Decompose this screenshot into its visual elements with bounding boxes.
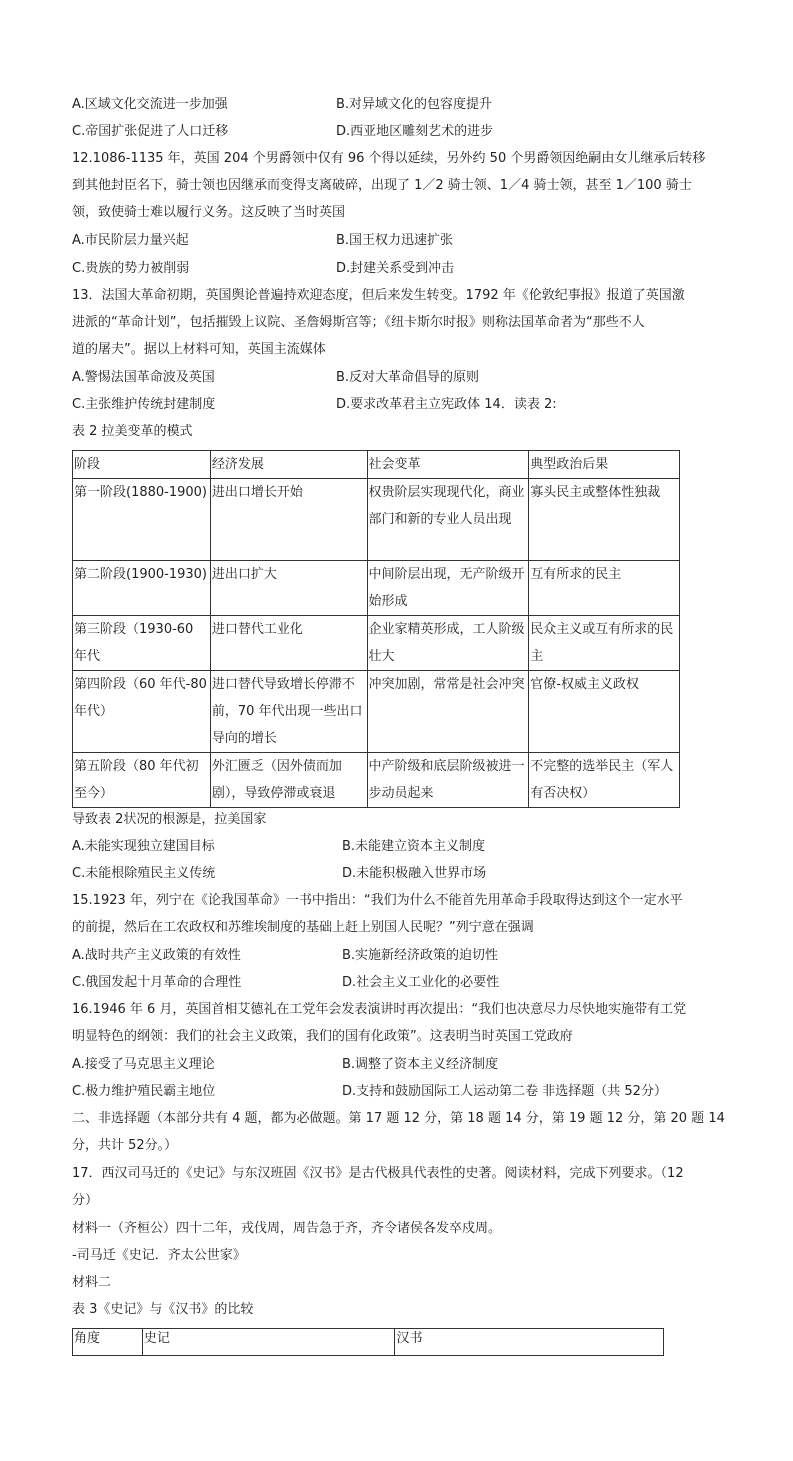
q17-material-1-source: -司马迁《史记．齐太公世家》 [72,1248,246,1263]
table-row [73,616,680,671]
table-cell: 民众主义或互有所求的民主 [529,616,680,671]
section2-intro-line-1: 二、非选择题（本部分共有 4 题，都为必做题。第 17 题 12 分，第 18 题 14 分，第 19 题 12 分，第 20 题 14 [72,1111,725,1126]
table-row [73,753,680,808]
q11-option-c: C.帝国扩张促进了人口迁移 [72,124,229,139]
q13-option-d: D.要求改革君主立宪政体 14．读表 2: [336,397,557,412]
table-3 [72,1328,664,1356]
q12-option-c: C.贵族的势力被削弱 [72,261,190,276]
table-cell: 权贵阶层实现现代化，商业部门和新的专业人员出现 [367,479,529,561]
q16-option-c: C.极力维护殖民霸主地位 [72,1084,216,1099]
table-cell: 企业家精英形成，工人阶级壮大 [367,616,529,671]
q13-option-b: B.反对大革命倡导的原则 [336,370,480,385]
table-row [73,561,680,616]
q15-stem-line-1: 15.1923 年，列宁在《论我国革命》一书中指出：“我们为什么不能首先用革命手段取得达到这个一定水平 [72,893,683,908]
q13-option-a: A.警惕法国革命波及英国 [72,370,215,385]
q17-stem-line-1: 17．西汉司马迁的《史记》与东汉班固《汉书》是古代极具代表性的史著。阅读材料，完成下列要求。（12 [72,1166,684,1181]
q15-option-b: B.实施新经济政策的迫切性 [342,948,499,963]
table-header-cell: 经济发展 [210,451,367,479]
table-cell: 进口替代工业化 [210,616,367,671]
table-cell: 第二阶段(1900-1930) [73,561,211,616]
q17-stem-line-2: 分） [72,1193,99,1208]
q12-stem-line-2: 到其他封臣名下，骑士领也因继承而变得支离破碎，出现了 1／2 骑士领、1／4 骑士领，甚至 1／100 骑士 [72,178,692,193]
q14-stem: 导致表 2状况的根源是，拉美国家 [72,812,267,827]
q14-option-d: D.未能积极融入世界市场 [342,866,487,881]
table-cell: 第五阶段（80 年代初至今） [73,753,211,808]
q11-option-a: A.区域文化交流进一步加强 [72,97,228,112]
table-header-cell: 汉书 [395,1329,664,1356]
q17-material-1: 材料一（齐桓公）四十二年，戎伐周，周告急于齐，齐令诸侯各发卒戍周。 [72,1221,502,1236]
table-header-cell: 阶段 [73,451,211,479]
table3-caption: 表 3《史记》与《汉书》的比较 [72,1302,254,1317]
table-cell: 不完整的选举民主（军人有否决权） [529,753,680,808]
section2-intro-line-2: 分，共计 52分。） [72,1138,178,1153]
q16-option-d: D.支持和鼓励国际工人运动第二卷 非选择题（共 52分） [342,1084,667,1099]
q15-option-a: A.战时共产主义政策的有效性 [72,948,241,963]
q14-option-a: A.未能实现独立建国目标 [72,839,215,854]
table-cell: 进口替代导致增长停滞不前，70 年代出现一些出口导向的增长 [210,671,367,753]
table-cell: 寡头民主或整体性独裁 [529,479,680,561]
q13-stem-line-2: 进派的“革命计划”，包括摧毁上议院、圣詹姆斯宫等；《纽卡斯尔时报》则称法国革命者为“那些不人 [72,315,645,330]
table-header-row [73,1329,664,1356]
table-cell: 中产阶级和底层阶级被进一步动员起来 [367,753,529,808]
table-cell: 第四阶段（60 年代-80年代） [73,671,211,753]
q14-option-b: B.未能建立资本主义制度 [342,839,486,854]
table-header-cell: 史记 [142,1329,395,1356]
q15-stem-line-2: 的前提，然后在工农政权和苏维埃制度的基础上赶上别国人民呢？”列宁意在强调 [72,920,534,935]
table-cell: 官僚-权威主义政权 [529,671,680,753]
q16-option-b: B.调整了资本主义经济制度 [342,1057,499,1072]
table-header-cell: 角度 [73,1329,143,1356]
table-cell: 冲突加剧，常常是社会冲突 [367,671,529,753]
q16-option-a: A.接受了马克思主义理论 [72,1057,215,1072]
table-cell: 进出口扩大 [210,561,367,616]
q14-option-c: C.未能根除殖民主义传统 [72,866,216,881]
table-header-row [73,451,680,479]
table-header-cell: 社会变革 [367,451,529,479]
q11-option-d: D.西亚地区雕刻艺术的进步 [336,124,494,139]
table-row [73,479,680,561]
q15-option-d: D.社会主义工业化的必要性 [342,975,500,990]
table-cell: 进出口增长开始 [210,479,367,561]
q15-option-c: C.俄国发起十月革命的合理性 [72,975,242,990]
q16-stem-line-2: 明显特色的纲领：我们的社会主义政策，我们的国有化政策”。这表明当时英国工党政府 [72,1029,573,1044]
q16-stem-line-1: 16.1946 年 6 月，英国首相艾德礼在工党年会发表演讲时再次提出：“我们也决意尽力尽快地实施带有工党 [72,1002,687,1017]
table-cell: 中间阶层出现，无产阶级开始形成 [367,561,529,616]
q17-material-2-label: 材料二 [72,1275,112,1290]
table-cell: 外汇匮乏（因外债而加剧），导致停滞或衰退 [210,753,367,808]
q12-option-a: A.市民阶层力量兴起 [72,233,189,248]
q13-option-c: C.主张维护传统封建制度 [72,397,216,412]
table2-caption: 表 2 拉美变革的模式 [72,424,193,439]
table-cell: 第一阶段(1880-1900) [73,479,211,561]
table-header-cell: 典型政治后果 [529,451,680,479]
q12-stem-line-1: 12.1086-1135 年，英国 204 个男爵领中仅有 96 个得以延续，另外约 50 个男爵领因绝嗣由女儿继承后转移 [72,151,706,166]
q13-stem-line-1: 13．法国大革命初期，英国舆论普遍持欢迎态度，但后来发生转变。1792 年《伦敦纪事报》报道了英国激 [72,288,685,303]
q13-stem-line-3: 道的屠夫”。据以上材料可知，英国主流媒体 [72,342,326,357]
q12-stem-line-3: 领，致使骑士难以履行义务。这反映了当时英国 [72,205,346,220]
table-2 [72,450,680,808]
q11-option-b: B.对异域文化的包容度提升 [336,97,493,112]
table-row [73,671,680,753]
q12-option-d: D.封建关系受到冲击 [336,261,455,276]
table-cell: 第三阶段（1930-60 年代 [73,616,211,671]
table-cell: 互有所求的民主 [529,561,680,616]
q12-option-b: B.国王权力迅速扩张 [336,233,454,248]
